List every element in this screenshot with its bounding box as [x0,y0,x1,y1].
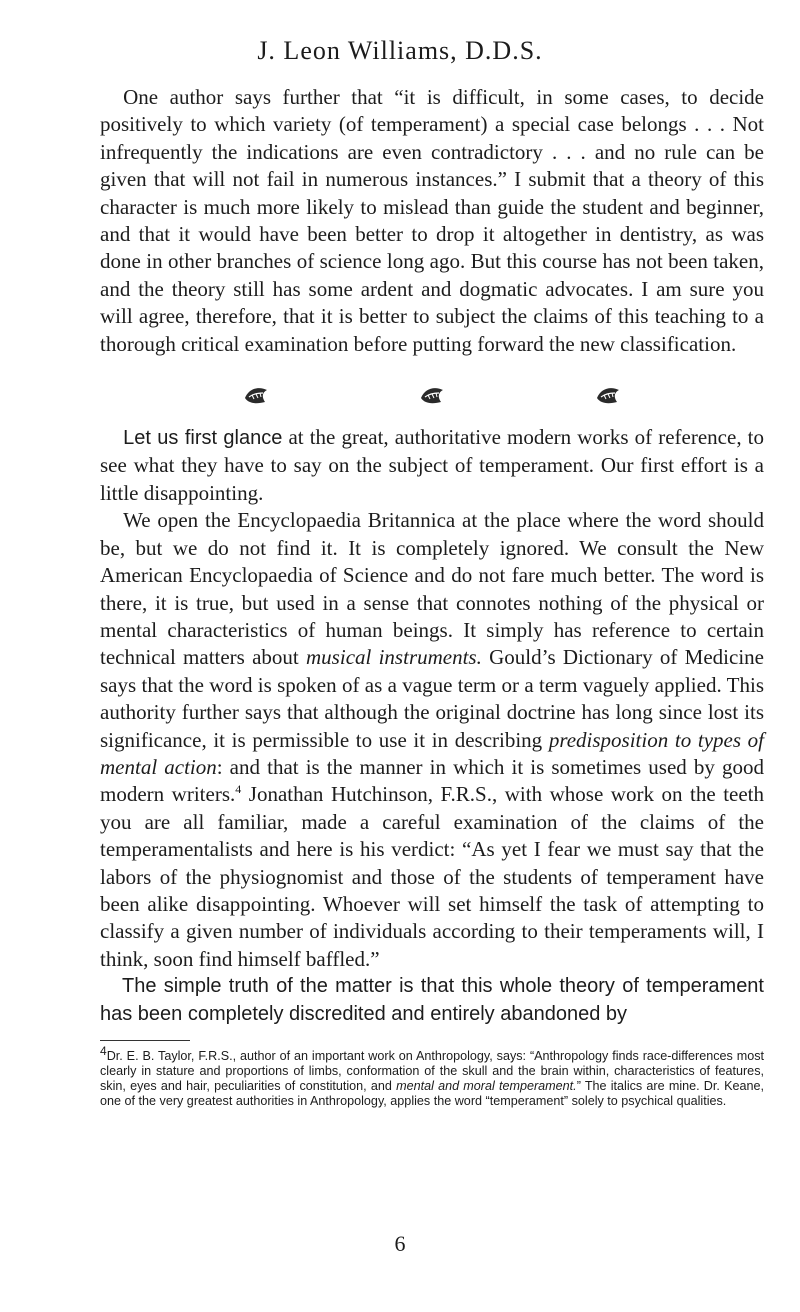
footnote: $^4$Dr. E. B. Taylor, F.R.S., author of an important work on Anthropology, says: “Anthropology finds race-differences most clearly in stature and proportions of limbs, conformation of the skull and the brain within, characteristics of features, skin, eyes and hair, peculiarities of constitution, and mental and moral temperament.” The italics are mine. Dr. Keane, one of the very greatest authorities in Anthropology, applies the word “temperament” solely to psychical qualities. [100,1043,765,1108]
page-number: 6 [394,1231,406,1256]
footnote-marker: 4 [235,782,242,797]
page-body [100,84,764,1109]
italic-phrase: predisposition to types of mental action [100,727,764,779]
footnote-number: 4 [100,1043,107,1058]
paragraph-lead: Let us first glance [123,427,283,450]
running-head: J. Leon Williams, D.D.S. [257,36,543,65]
leaf-ornament-icon [595,384,621,412]
italic-phrase: musical instruments. [306,645,482,670]
section-break [100,384,764,412]
footnote-rule [100,1040,190,1041]
paragraph-1: One author says further that “it is difficult, in some cases, to decide positively to which variety (of temperament) a special case belongs . . . Not infrequently the indications are even contradictory . . . and no rule can be given that will not fail in numerous instances.” I submit that a theory of this character is much more likely to mislead than guide the student and beginner, and that it would have been better to drop it altogether in dentistry, as was done in other branches of science long ago. But this course has not been taken, and the theory still has some ardent and dogmatic advocates. I am sure you will agree, therefore, that it is better to subject the claims of this teaching to a thorough critical examination before putting forward the new classification. [100,85,764,356]
paragraph-4: The simple truth of the matter is that this whole theory of temperament has been completely discredited and entirely abandoned by [100,975,764,1025]
paragraph-2: Let us first glance at the great, authoritative modern works of reference, to see what they have to say on the subject of temperament. Our first effort is a little disappointing. [100,425,764,505]
italic-phrase: mental and moral temperament. [396,1079,577,1093]
paragraph-3: We open the Encyclopaedia Britannica at the place where the word should be, but we do not find it. It is completely ignored. We consult the New American Encyclopaedia of Science and do not fare much better. The word is there, it is true, but used in a sense that connotes nothing of the physical or mental characteristics of human beings. It simply has reference to certain technical matters about musical instruments. Gould’s Dictionary of Medicine says that the word is spoken of as a vague term or a term vaguely applied. This authority further says that although the original doctrine has long since lost its significance, it is permissible to use it in describing predisposition to types of mental action: and that is the manner in which it is sometimes used by good modern writers.$^4$ Jonathan Hutchinson, F.R.S., with whose work on the teeth you are all familiar, made a careful examination of the claims of the temperamentalists and here is his verdict: “As yet I fear we must say that the labors of the physiognomist and those of the students of temperament have been alike disappointing. Whoever will set himself the task of attempting to classify a given number of individuals according to their temperaments will, I think, soon find himself baffled.” [100,508,765,971]
leaf-ornament-icon [243,384,269,412]
leaf-ornament-icon [419,384,445,412]
